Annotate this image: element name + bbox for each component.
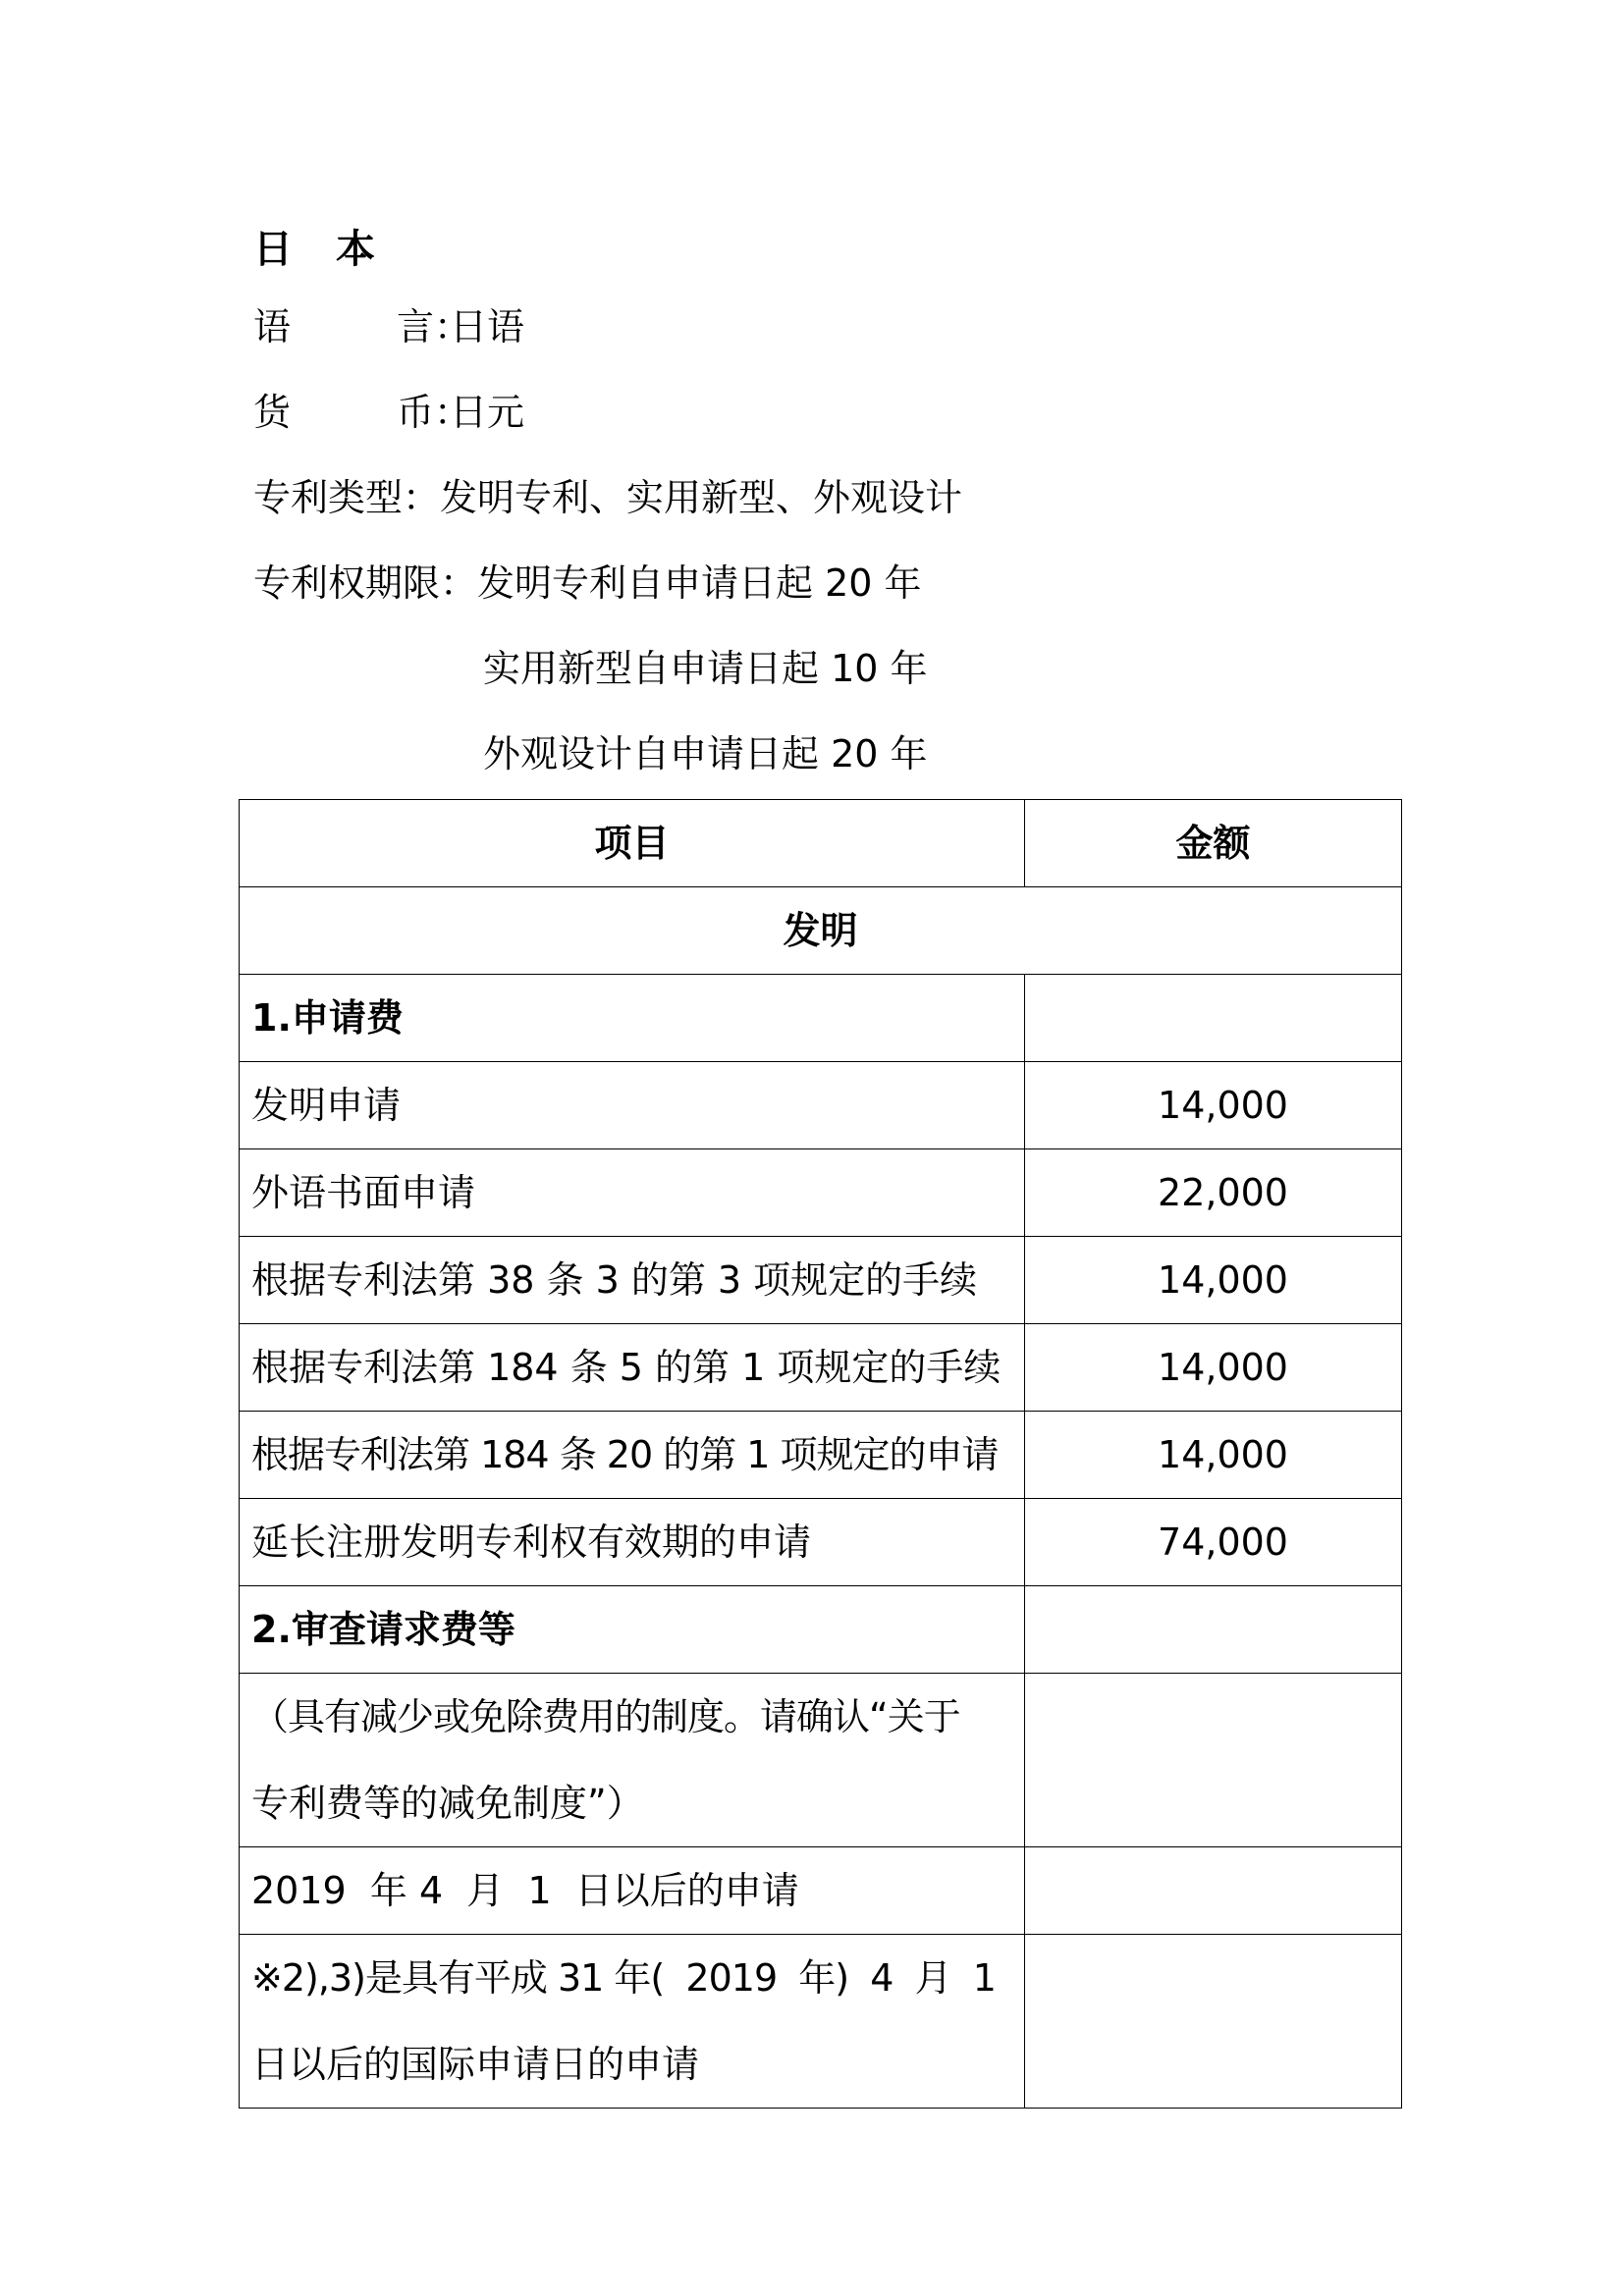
row-item: 根据专利法第 38 条 3 的第 3 项规定的手续 bbox=[240, 1237, 1025, 1324]
row-item: 根据专利法第 184 条 20 的第 1 项规定的申请 bbox=[240, 1412, 1025, 1499]
term-utility: 实用新型自申请日起 10 年 bbox=[483, 647, 928, 690]
table-header-row bbox=[240, 800, 1402, 887]
table-row bbox=[240, 1149, 1402, 1237]
section-invention: 发明 bbox=[240, 887, 1402, 975]
footnote-line-1: ※2),3)是具有平成 31 年( 2019 年) 4 月 1 bbox=[251, 1956, 996, 2000]
row-amount: 22,000 bbox=[1025, 1149, 1402, 1237]
row-amount: 14,000 bbox=[1025, 1324, 1402, 1412]
footnote bbox=[240, 1935, 1025, 2109]
term-label: 专利权期限： bbox=[253, 561, 478, 605]
date-row-item: 2019 年 4 月 1 日以后的申请 bbox=[240, 1847, 1025, 1935]
footnote-row bbox=[240, 1935, 1402, 2109]
fee-table bbox=[239, 799, 1402, 2109]
row-amount: 14,000 bbox=[1025, 1412, 1402, 1499]
row-item: 发明申请 bbox=[240, 1062, 1025, 1149]
currency-label: 货 币： bbox=[253, 391, 472, 434]
row-amount: 14,000 bbox=[1025, 1062, 1402, 1149]
row-item: 根据专利法第 184 条 5 的第 1 项规定的手续 bbox=[240, 1324, 1025, 1412]
table-row bbox=[240, 1062, 1402, 1149]
table-row bbox=[240, 1412, 1402, 1499]
language-value: 日语 bbox=[450, 305, 525, 348]
row-amount: 14,000 bbox=[1025, 1237, 1402, 1324]
date-row bbox=[240, 1847, 1402, 1935]
reduction-note bbox=[240, 1674, 1025, 1847]
note-line-2: 专利费等的减免制度”） bbox=[251, 1782, 644, 1825]
header-amount: 金额 bbox=[1025, 800, 1402, 887]
row-amount: 74,000 bbox=[1025, 1499, 1402, 1586]
table-row bbox=[240, 1499, 1402, 1586]
note-amount-empty bbox=[1025, 1674, 1402, 1847]
patent-types-line bbox=[253, 476, 963, 519]
header-item: 项目 bbox=[240, 800, 1025, 887]
language-label: 语 言： bbox=[253, 305, 472, 348]
date-row-amount-empty bbox=[1025, 1847, 1402, 1935]
footnote-line-2: 日以后的国际申请日的申请 bbox=[251, 2043, 700, 2086]
note-line-1: （具有减少或免除费用的制度。请确认“关于 bbox=[251, 1695, 960, 1738]
group2-title: 2.审查请求费等 bbox=[240, 1586, 1025, 1674]
table-row bbox=[240, 1324, 1402, 1412]
group1-amount-empty bbox=[1025, 975, 1402, 1062]
row-item: 延长注册发明专利权有效期的申请 bbox=[240, 1499, 1025, 1586]
term-invention: 发明专利自申请日起 20 年 bbox=[477, 561, 922, 605]
patent-types-value: 发明专利、实用新型、外观设计 bbox=[440, 476, 963, 519]
language-line bbox=[253, 305, 525, 348]
term-design: 外观设计自申请日起 20 年 bbox=[483, 732, 928, 775]
currency-value: 日元 bbox=[450, 391, 525, 434]
group2-amount-empty bbox=[1025, 1586, 1402, 1674]
table-row bbox=[240, 1237, 1402, 1324]
footnote-amount-empty bbox=[1025, 1935, 1402, 2109]
group1-title: 1.申请费 bbox=[240, 975, 1025, 1062]
group-title-row bbox=[240, 1586, 1402, 1674]
section-row bbox=[240, 887, 1402, 975]
currency-line bbox=[253, 391, 525, 434]
page-title: 日 本 bbox=[253, 227, 377, 272]
patent-types-label: 专利类型： bbox=[253, 476, 441, 519]
row-item: 外语书面申请 bbox=[240, 1149, 1025, 1237]
group-title-row bbox=[240, 975, 1402, 1062]
note-row bbox=[240, 1674, 1402, 1847]
term-line bbox=[253, 561, 922, 605]
